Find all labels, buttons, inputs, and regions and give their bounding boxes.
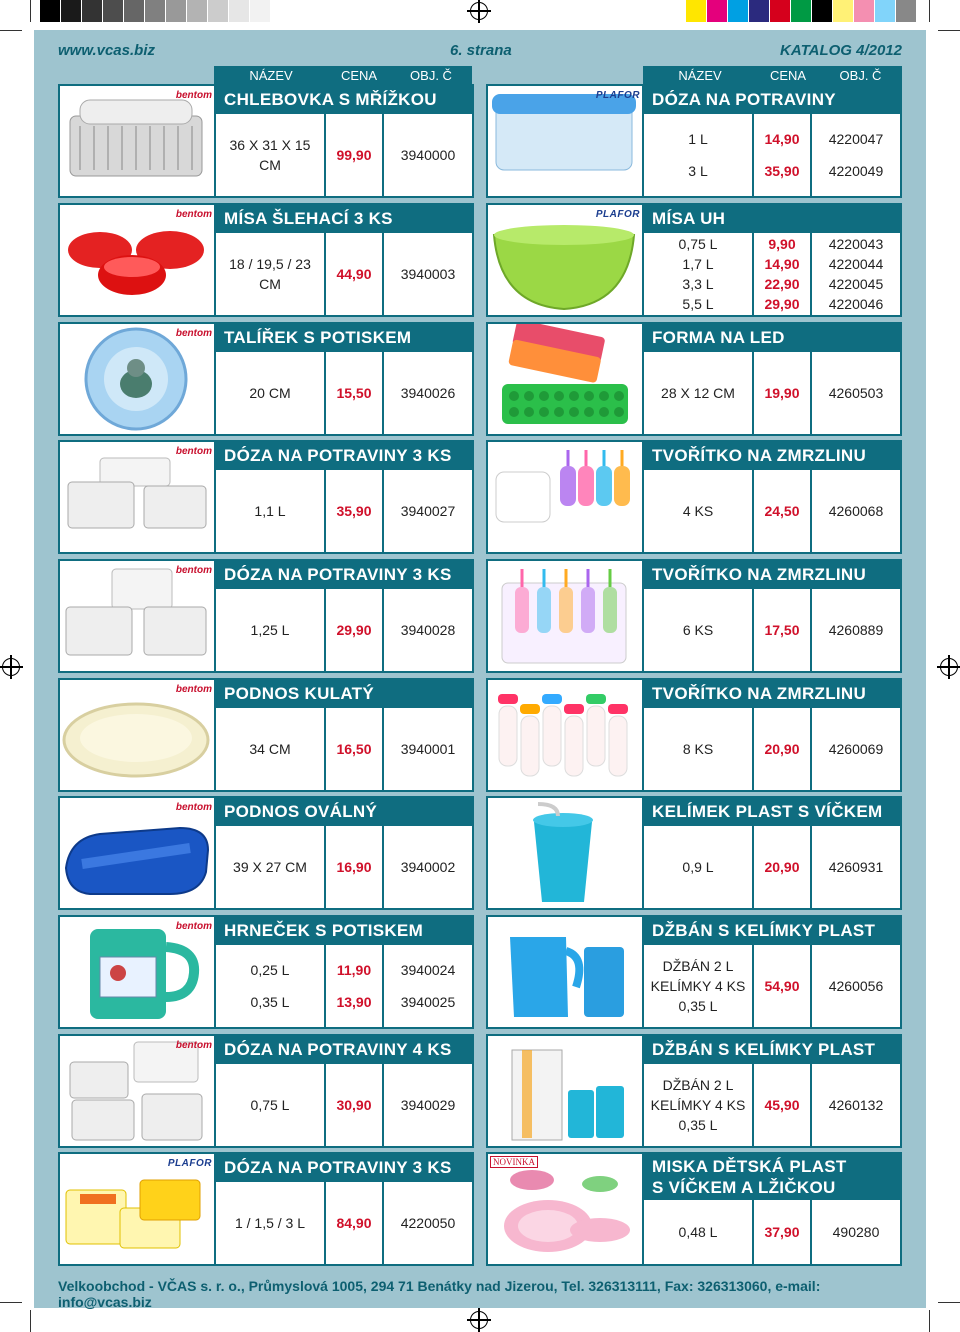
price-column <box>754 945 812 1027</box>
product-card <box>486 1152 902 1266</box>
order-code: 4220045 <box>828 276 884 292</box>
order-code: 4260069 <box>828 741 884 757</box>
code-column <box>812 589 900 671</box>
product-title <box>644 1154 900 1200</box>
price-column <box>754 470 812 552</box>
product-rows <box>644 945 900 1027</box>
product-image <box>60 205 216 315</box>
product-title: TALÍŘEK S POTISKEM <box>216 324 472 352</box>
price-value: 15,50 <box>336 385 372 401</box>
product-card <box>486 559 902 673</box>
size-value: 0,35 L <box>250 994 290 1010</box>
price-value: 14,90 <box>764 131 800 147</box>
price-value: 14,90 <box>764 256 800 272</box>
price-column <box>326 114 384 196</box>
product-card <box>486 84 902 198</box>
product-image <box>60 324 216 434</box>
size-column <box>644 945 754 1027</box>
size-value: 36 X 31 X 15 CM <box>229 137 311 173</box>
price-value: 20,90 <box>764 741 800 757</box>
product-card <box>58 678 474 792</box>
product-rows <box>216 826 472 908</box>
code-column <box>812 708 900 790</box>
code-column <box>384 589 472 671</box>
product-rows <box>644 114 900 196</box>
product-title-line: S VÍČKEM A LŽIČKOU <box>652 1178 836 1197</box>
order-code: 3940028 <box>400 622 456 638</box>
code-column <box>812 1064 900 1146</box>
product-image <box>60 86 216 196</box>
product-rows <box>644 233 900 315</box>
code-column <box>384 352 472 434</box>
product-title: DÓZA NA POTRAVINY 4 KS <box>216 1036 472 1064</box>
size-value: 34 CM <box>249 741 291 757</box>
price-column <box>754 352 812 434</box>
brand-logo: PLAFOR <box>167 1158 212 1169</box>
size-column <box>644 233 754 315</box>
size-value: 4 KS <box>682 503 714 519</box>
price-value: 99,90 <box>336 147 372 163</box>
price-value: 19,90 <box>764 385 800 401</box>
product-image <box>488 442 644 552</box>
product-card <box>58 796 474 910</box>
new-badge: NOVINKA <box>490 1156 538 1168</box>
brand-logo: PLAFOR <box>595 90 640 101</box>
price-column <box>754 1064 812 1146</box>
product-image <box>60 1154 216 1264</box>
price-value: 20,90 <box>764 859 800 875</box>
product-card <box>58 84 474 198</box>
size-value: 18 / 19,5 / 23 CM <box>229 256 311 292</box>
product-image <box>488 798 644 908</box>
order-code: 490280 <box>832 1224 880 1240</box>
footer-address: Velkoobchod - VČAS s. r. o., Průmyslová 1005, 294 71 Benátky nad Jizerou, Tel. 326313111, Fax: 326313060, e-mail: info@vcas.biz <box>58 1278 821 1310</box>
size-column <box>216 826 326 908</box>
size-column <box>216 352 326 434</box>
page-number: 6. strana <box>450 42 512 59</box>
size-value: 1 / 1,5 / 3 L <box>234 1215 306 1231</box>
col-name: NÁZEV <box>249 67 293 83</box>
product-image <box>60 561 216 671</box>
code-column <box>812 233 900 315</box>
product-title: DÓZA NA POTRAVINY 3 KS <box>216 1154 472 1182</box>
order-code: 4260503 <box>828 385 884 401</box>
product-title: DÓZA NA POTRAVINY 3 KS <box>216 561 472 589</box>
order-code: 3940003 <box>400 266 456 282</box>
product-title: MÍSA ŠLEHACÍ 3 KS <box>216 205 472 233</box>
price-value: 45,90 <box>764 1097 800 1113</box>
product-title: TVOŘÍTKO NA ZMRZLINU <box>644 561 900 589</box>
product-card <box>486 678 902 792</box>
price-column <box>754 114 812 196</box>
size-value: 3,3 L <box>682 276 714 292</box>
order-code: 4260056 <box>828 978 884 994</box>
size-column <box>216 470 326 552</box>
product-title: PODNOS KULATÝ <box>216 680 472 708</box>
brand-logo: bentom <box>175 565 212 576</box>
price-column <box>326 470 384 552</box>
code-column <box>812 1200 900 1264</box>
order-code: 4260931 <box>828 859 884 875</box>
size-value: 6 KS <box>682 622 714 638</box>
code-column <box>812 826 900 908</box>
price-value: 84,90 <box>336 1215 372 1231</box>
product-card <box>58 559 474 673</box>
price-value: 17,50 <box>764 622 800 638</box>
color-bar <box>686 0 917 22</box>
page-header <box>58 42 902 62</box>
code-column <box>812 945 900 1027</box>
product-image <box>488 917 644 1027</box>
product-rows <box>216 589 472 671</box>
product-card <box>486 796 902 910</box>
product-image <box>60 680 216 790</box>
size-column <box>216 589 326 671</box>
product-image <box>60 917 216 1027</box>
brand-logo: bentom <box>175 684 212 695</box>
product-image <box>488 324 644 434</box>
product-title: DÓZA NA POTRAVINY <box>644 86 900 114</box>
price-value: 16,90 <box>336 859 372 875</box>
order-code: 4260889 <box>828 622 884 638</box>
product-image <box>60 798 216 908</box>
size-value: 1,25 L <box>250 622 290 638</box>
product-image <box>488 205 644 315</box>
product-rows <box>644 1064 900 1146</box>
code-column <box>812 470 900 552</box>
size-value: 39 X 27 CM <box>233 859 307 875</box>
product-title: PODNOS OVÁLNÝ <box>216 798 472 826</box>
price-column <box>326 826 384 908</box>
brand-logo: bentom <box>175 90 212 101</box>
product-rows <box>216 708 472 790</box>
size-column <box>644 352 754 434</box>
registration-mark-icon <box>470 2 488 20</box>
grayscale-bar <box>40 0 271 22</box>
product-title: TVOŘÍTKO NA ZMRZLINU <box>644 442 900 470</box>
order-code: 3940000 <box>400 147 456 163</box>
order-code: 3940024 <box>400 962 456 978</box>
size-column <box>216 233 326 315</box>
registration-mark-icon <box>2 658 20 676</box>
product-card <box>58 915 474 1029</box>
col-price: CENA <box>769 67 807 83</box>
product-title: TVOŘÍTKO NA ZMRZLINU <box>644 680 900 708</box>
size-value: 28 X 12 CM <box>661 385 735 401</box>
brand-logo: bentom <box>175 921 212 932</box>
price-value: 24,50 <box>764 503 800 519</box>
col-name: NÁZEV <box>678 67 722 83</box>
product-card <box>58 440 474 554</box>
product-card <box>486 1034 902 1148</box>
catalog-label: KATALOG 4/2012 <box>780 42 902 59</box>
registration-mark-icon <box>470 1311 488 1329</box>
code-column <box>384 826 472 908</box>
code-column <box>812 352 900 434</box>
product-rows <box>216 470 472 552</box>
product-card <box>58 322 474 436</box>
price-value: 11,90 <box>336 962 372 978</box>
product-title: MÍSA UH <box>644 205 900 233</box>
order-code: 4220043 <box>828 236 884 252</box>
brand-logo: bentom <box>175 446 212 457</box>
product-image <box>488 1036 644 1146</box>
order-code: 3940001 <box>400 741 456 757</box>
price-column <box>754 233 812 315</box>
price-value: 29,90 <box>764 296 800 312</box>
product-image <box>488 561 644 671</box>
website-link[interactable]: www.vcas.biz <box>58 42 155 59</box>
product-card <box>58 203 474 317</box>
price-value: 35,90 <box>764 163 800 179</box>
product-rows <box>644 826 900 908</box>
order-code: 4260132 <box>828 1097 884 1113</box>
col-order: OBJ. Č <box>410 67 452 83</box>
size-column <box>644 1200 754 1264</box>
price-column <box>326 1182 384 1264</box>
product-rows <box>644 1200 900 1264</box>
product-rows <box>644 470 900 552</box>
product-card <box>58 1034 474 1148</box>
price-column <box>754 708 812 790</box>
registration-mark-icon <box>940 658 958 676</box>
size-column <box>644 1064 754 1146</box>
size-column <box>216 1182 326 1264</box>
product-rows <box>644 708 900 790</box>
size-column <box>644 708 754 790</box>
product-image <box>60 1036 216 1146</box>
size-value: 20 CM <box>249 385 291 401</box>
size-value: 1,1 L <box>254 503 286 519</box>
code-column <box>384 1182 472 1264</box>
column-header-right <box>643 66 902 84</box>
order-code: 4220050 <box>400 1215 456 1231</box>
product-title: CHLEBOVKA S MŘÍŽKOU <box>216 86 472 114</box>
price-column <box>326 589 384 671</box>
order-code: 3940029 <box>400 1097 456 1113</box>
product-rows <box>644 589 900 671</box>
product-rows <box>216 1064 472 1146</box>
size-value: 0,75 L <box>250 1097 290 1113</box>
product-rows <box>216 233 472 315</box>
product-card <box>58 1152 474 1266</box>
order-code: 4220044 <box>828 256 884 272</box>
product-card <box>486 322 902 436</box>
size-value: 0,9 L <box>682 859 714 875</box>
brand-logo: bentom <box>175 1040 212 1051</box>
product-title: KELÍMEK PLAST S VÍČKEM <box>644 798 900 826</box>
col-order: OBJ. Č <box>839 67 882 83</box>
product-title: FORMA NA LED <box>644 324 900 352</box>
size-column <box>216 945 326 1027</box>
code-column <box>384 470 472 552</box>
size-column <box>644 114 754 196</box>
size-column <box>644 470 754 552</box>
product-image <box>60 442 216 552</box>
code-column <box>384 233 472 315</box>
price-value: 22,90 <box>764 276 800 292</box>
order-code: 3940025 <box>400 994 456 1010</box>
size-column <box>216 114 326 196</box>
order-code: 4220049 <box>828 163 884 179</box>
price-value: 54,90 <box>764 978 800 994</box>
price-value: 35,90 <box>336 503 372 519</box>
size-value: 1,7 L <box>682 256 714 272</box>
price-column <box>326 708 384 790</box>
product-rows <box>216 352 472 434</box>
brand-logo: bentom <box>175 328 212 339</box>
product-title: HRNEČEK S POTISKEM <box>216 917 472 945</box>
order-code: 4260068 <box>828 503 884 519</box>
order-code: 3940026 <box>400 385 456 401</box>
product-image <box>488 1154 644 1264</box>
size-column <box>644 826 754 908</box>
product-rows <box>644 352 900 434</box>
price-value: 16,50 <box>336 741 372 757</box>
price-column <box>754 589 812 671</box>
brand-logo: PLAFOR <box>595 209 640 220</box>
order-code: 3940002 <box>400 859 456 875</box>
price-value: 9,90 <box>768 236 796 252</box>
product-card <box>486 915 902 1029</box>
price-value: 44,90 <box>336 266 372 282</box>
product-title: DŽBÁN S KELÍMKY PLAST <box>644 1036 900 1064</box>
order-code: 4220046 <box>828 296 884 312</box>
size-value: DŽBÁN 2 L KELÍMKY 4 KS 0,35 L <box>650 958 746 1014</box>
size-value: 0,25 L <box>250 962 290 978</box>
size-value: 5,5 L <box>682 296 714 312</box>
price-column <box>754 1200 812 1264</box>
code-column <box>384 708 472 790</box>
product-image <box>488 680 644 790</box>
code-column <box>384 1064 472 1146</box>
size-column <box>216 708 326 790</box>
size-value: 0,75 L <box>678 236 718 252</box>
product-card <box>486 203 902 317</box>
product-title: DÓZA NA POTRAVINY 3 KS <box>216 442 472 470</box>
col-price: CENA <box>340 67 378 83</box>
column-header-left <box>214 66 472 84</box>
size-value: 8 KS <box>682 741 714 757</box>
size-value: 1 L <box>688 131 708 147</box>
price-value: 29,90 <box>336 622 372 638</box>
product-title-line: MISKA DĚTSKÁ PLAST <box>652 1157 847 1176</box>
size-column <box>644 589 754 671</box>
size-value: 3 L <box>688 163 708 179</box>
price-value: 30,90 <box>336 1097 372 1113</box>
product-rows <box>216 945 472 1027</box>
code-column <box>384 114 472 196</box>
order-code: 3940027 <box>400 503 456 519</box>
product-rows <box>216 1182 472 1264</box>
price-value: 13,90 <box>336 994 372 1010</box>
size-value: 0,48 L <box>678 1224 718 1240</box>
price-column <box>754 826 812 908</box>
order-code: 4220047 <box>828 131 884 147</box>
price-value: 37,90 <box>764 1224 800 1240</box>
code-column <box>384 945 472 1027</box>
code-column <box>812 114 900 196</box>
price-column <box>326 945 384 1027</box>
product-rows <box>216 114 472 196</box>
price-column <box>326 233 384 315</box>
brand-logo: bentom <box>175 209 212 220</box>
product-image <box>488 86 644 196</box>
brand-logo: bentom <box>175 802 212 813</box>
price-column <box>326 352 384 434</box>
size-column <box>216 1064 326 1146</box>
product-title: DŽBÁN S KELÍMKY PLAST <box>644 917 900 945</box>
product-card <box>486 440 902 554</box>
price-column <box>326 1064 384 1146</box>
size-value: DŽBÁN 2 L KELÍMKY 4 KS 0,35 L <box>650 1077 746 1133</box>
